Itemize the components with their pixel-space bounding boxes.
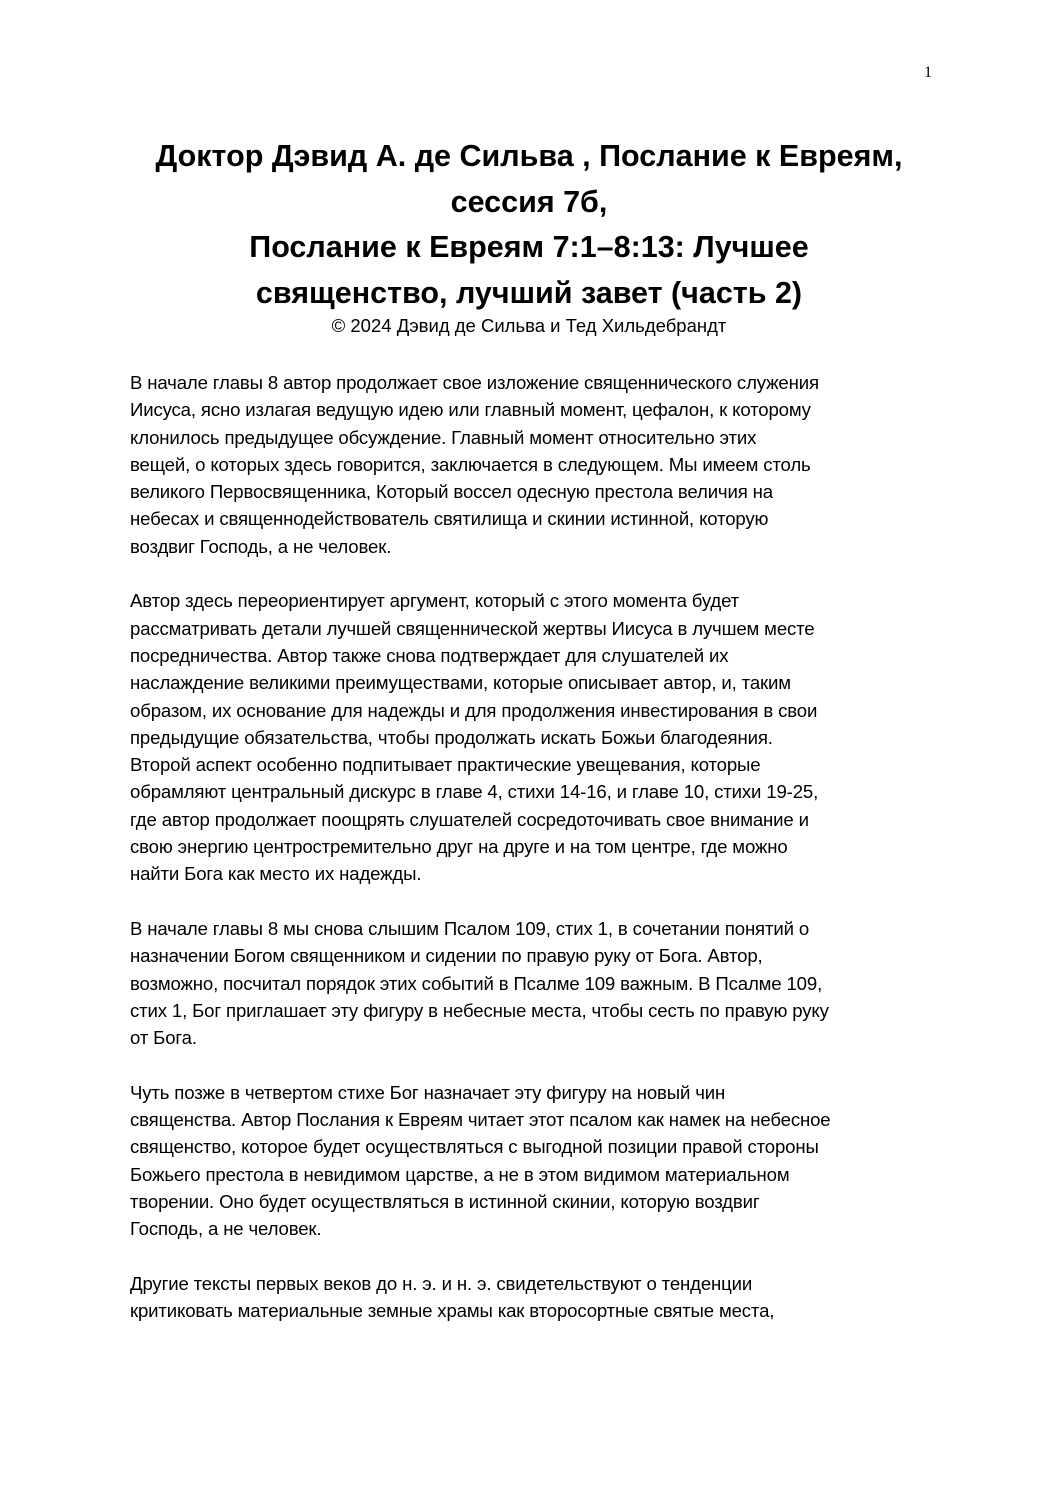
title-line: Послание к Евреям 7:1–8:13: Лучшее <box>249 230 809 264</box>
text-line: возможно, посчитал порядок этих событий в Псалме 109 важным. В Псалме 109, <box>130 972 823 994</box>
text-line: образом, их основание для надежды и для продолжения инвестирования в свои <box>130 699 818 721</box>
text-line: Автор здесь переориентирует аргумент, который с этого момента будет <box>130 590 740 612</box>
text-line: В начале главы 8 автор продолжает свое изложение священнического служения <box>130 372 819 393</box>
text-line: свою энергию центростремительно друг на друге и на том центре, где можно <box>130 836 788 858</box>
title-line: священство, лучший завет (часть 2) <box>255 275 803 310</box>
document-title <box>100 134 958 316</box>
text-line: священства. Автор Послания к Евреям читает этот псалом как намек на небесное <box>130 1109 831 1131</box>
text-line: найти Бога как место их надежды. <box>130 863 422 885</box>
text-line: творении. Оно будет осуществляться в истинной скинии, которую воздвиг <box>130 1190 760 1212</box>
text-line: Божьего престола в невидимом царстве, а не в этом видимом материальном <box>130 1163 790 1185</box>
text-line: небесах и священнодействователь святилища и скинии истинной, которую <box>130 508 769 530</box>
title-line: сессия 7б, <box>450 184 608 219</box>
text-line: наслаждение великими преимуществами, которые описывает автор, и, таким <box>130 672 791 694</box>
text-line: священство, которое будет осуществляться с выгодной позиции правой стороны <box>130 1136 819 1158</box>
paragraph-2 <box>130 587 942 887</box>
text-line: вещей, о которых здесь говорится, заключается в следующем. Мы имеем столь <box>130 453 811 475</box>
paragraph-1 <box>130 369 942 560</box>
paragraph-4 <box>130 1079 942 1243</box>
text-line: воздвиг Господь, а не человек. <box>130 535 392 557</box>
text-line: критиковать материальные земные храмы как второсортные святые места, <box>130 1300 775 1322</box>
text-line: Другие тексты первых веков до н. э. и н. э. свидетельствуют о тенденции <box>130 1272 753 1294</box>
text-line: стих 1, Бог приглашает эту фигуру в небесные места, чтобы сесть по правую руку <box>130 999 829 1021</box>
page-number: 1 <box>924 64 932 81</box>
text-line: назначении Богом священником и сидении по правую руку от Бога. Автор, <box>130 945 763 967</box>
text-line: великого Первосвященника, Который воссел одесную престола величия на <box>130 481 773 503</box>
document-body <box>130 369 942 1352</box>
paragraph-5 <box>130 1270 942 1325</box>
paragraph-3 <box>130 915 942 1051</box>
text-line: В начале главы 8 мы снова слышим Псалом 109, стих 1, в сочетании понятий о <box>130 917 810 939</box>
text-line: клонилось предыдущее обсуждение. Главный момент относительно этих <box>130 426 757 448</box>
text-line: Чуть позже в четвертом стихе Бог назначает эту фигуру на новый чин <box>130 1081 726 1103</box>
text-line: от Бога. <box>130 1027 197 1049</box>
text-line: предыдущие обязательства, чтобы продолжать искать Божьи благодеяния. <box>130 726 773 748</box>
text-line: рассматривать детали лучшей священнической жертвы Иисуса в лучшем месте <box>130 617 815 639</box>
text-line: Второй аспект особенно подпитывает практические увещевания, которые <box>130 754 761 776</box>
text-line: обрамляют центральный дискурс в главе 4, стихи 14-16, и главе 10, стихи 19-25, <box>130 781 819 803</box>
title-line: Доктор Дэвид А. де Сильва , Послание к Евреям, <box>155 139 903 173</box>
text-line: Господь, а не человек. <box>130 1218 322 1240</box>
text-line: где автор продолжает поощрять слушателей сосредоточивать свое внимание и <box>130 808 809 830</box>
copyright-notice: © 2024 Дэвид де Сильва и Тед Хильдебрандт <box>331 315 727 336</box>
text-line: Иисуса, ясно излагая ведущую идею или главный момент, цефалон, к которому <box>130 399 811 421</box>
text-line: посредничества. Автор также снова подтверждает для слушателей их <box>130 644 729 666</box>
